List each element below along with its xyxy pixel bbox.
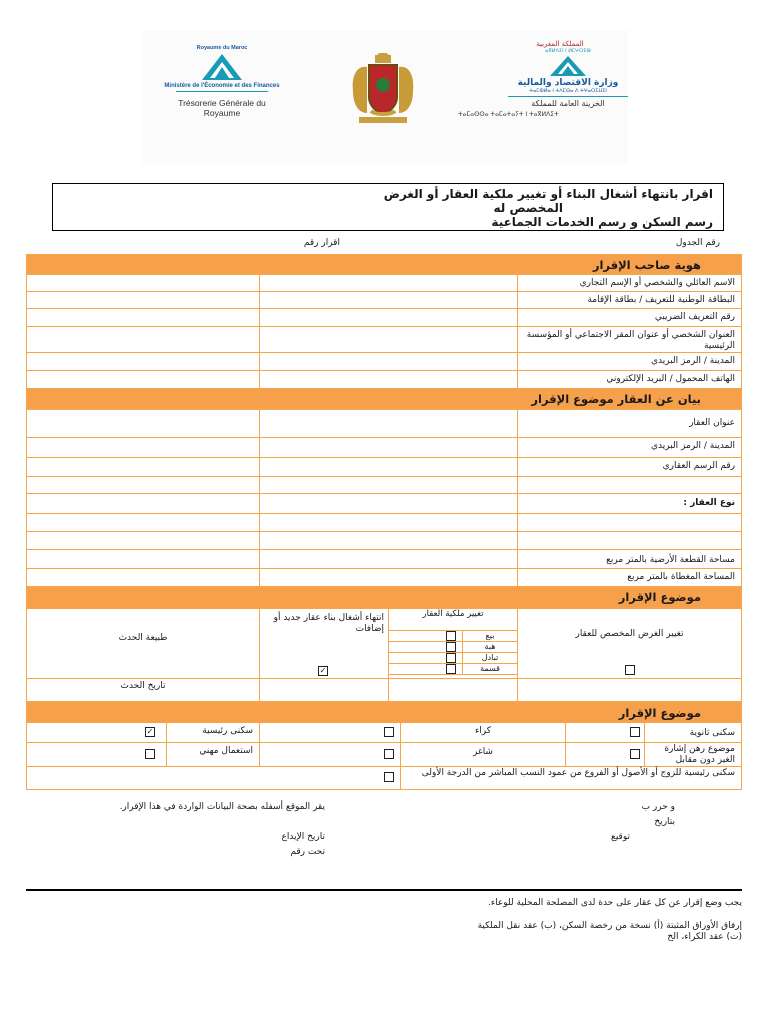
event-date-value-2[interactable] <box>388 678 518 702</box>
note-two: إرفاق الأوراق المثبتة (أ) نسخة من رخصة السكن، (ب) عقد نقل الملكية (ت) عقد الكراء، الخ <box>477 921 742 942</box>
professional-use-checkbox[interactable] <box>145 749 155 759</box>
land-area-value-2[interactable] <box>259 549 518 569</box>
ownership-exchange-checkbox[interactable] <box>446 653 456 663</box>
phone-email-label: الهاتف المحمول / البريد الإلكتروني <box>517 370 742 389</box>
end-works-label: انتهاء أشغال بناء عقار جديد أو إضافات <box>273 613 384 634</box>
right-logo-ministry: وزارة الاقتصاد والمالية <box>517 78 619 88</box>
property-type-value[interactable] <box>26 493 260 514</box>
blank-row-c-1[interactable] <box>26 531 260 550</box>
signature-label: توقيع <box>611 832 630 842</box>
right-logo <box>448 40 628 140</box>
left-logo-tresorerie-2: Royaume <box>203 108 241 118</box>
free-use-label: موضوع رهن إشارة الغير دون مقابل <box>644 742 742 767</box>
section-usage-header: موضوع الإقرار <box>26 702 742 723</box>
coat-of-arms-icon <box>345 53 421 129</box>
ownership-exchange-label: تبادل <box>462 652 518 664</box>
property-city-value-2[interactable] <box>259 437 518 458</box>
form-title-line2: المخصص له <box>493 201 563 215</box>
rent-checkbox[interactable] <box>384 727 394 737</box>
section-property-header: بيان عن العقار موضوع الإقرار <box>26 388 742 409</box>
on-date-label: بتاريخ <box>654 817 675 827</box>
blank-row-c-2[interactable] <box>259 531 518 550</box>
city-postal-value[interactable] <box>26 352 260 371</box>
change-use-label: تغيير الغرض المخصص للعقار <box>575 629 684 639</box>
address-value-2[interactable] <box>259 326 518 353</box>
address-label: العنوان الشخصي أو عنوان المقر الاجتماعي أو المؤسسة الرئيسية <box>517 326 742 353</box>
main-residence-checkbox[interactable]: ✓ <box>146 727 154 736</box>
owner-name-label: الاسم العائلي والشخصي أو الإسم التجاري <box>517 274 742 292</box>
left-logo-emblem <box>160 51 284 83</box>
declaration-number-label: اقرار رقم <box>303 238 340 248</box>
change-ownership-label: تغيير ملكية العقار <box>422 609 484 619</box>
ownership-sale-label: بيع <box>462 630 518 642</box>
event-date-label: تاريخ الحدث <box>26 678 260 702</box>
land-title-value-2[interactable] <box>259 457 518 477</box>
right-logo-emblem <box>508 54 628 78</box>
covered-area-value[interactable] <box>26 568 260 587</box>
blank-row-b-2[interactable] <box>259 513 518 532</box>
main-residence-label: سكنى رئيسية <box>166 722 260 743</box>
form-title-box <box>52 183 724 231</box>
note-one: يجب وضع إقرار عن كل عقار على حدة لدى المصلحة المحلية للوعاء. <box>488 898 742 908</box>
secondary-residence-label: سكنى ثانوية <box>644 722 742 743</box>
rent-cb-cell <box>259 722 401 743</box>
city-postal-label: المدينة / الرمز البريدي <box>517 352 742 371</box>
tax-id-value[interactable] <box>26 308 260 327</box>
deposit-date-label: تاريخ الإيداع <box>281 832 325 842</box>
ownership-division-checkbox[interactable] <box>446 664 456 674</box>
professional-use-label: استعمال مهني <box>166 742 260 767</box>
section-subject-header: موضوع الإقرار <box>26 586 742 608</box>
id-card-value-2[interactable] <box>259 291 518 309</box>
tax-id-value-2[interactable] <box>259 308 518 327</box>
rent-label: كراء <box>400 722 566 743</box>
left-logo <box>160 45 284 140</box>
vacant-label: شاغر <box>400 742 566 767</box>
right-logo-tifinagh-1: ⴰⴳⵍⴷⵉⵏ ⵏ ⵍⵎⵖⵔⵉⴱ <box>545 48 591 54</box>
right-logo-tifinagh-3: ⵜⴰⵎⴰⵙⵙⴰ ⵜⴰⵎⴰⵜⴰⵢⵜ ⵏ ⵜⴰⴳⵍⴷⵉⵜ <box>458 111 559 118</box>
made-at-label: و حرر ب <box>641 802 675 812</box>
land-area-value[interactable] <box>26 549 260 569</box>
land-area-label: مساحة القطعة الأرضية بالمتر مربع <box>517 549 742 569</box>
ownership-gift-checkbox[interactable] <box>446 642 456 652</box>
property-address-label: عنوان العقار <box>517 409 742 438</box>
ownership-division-label: قسمة <box>462 663 518 675</box>
land-title-label: رقم الرسم العقاري <box>517 457 742 477</box>
family-residence-checkbox[interactable] <box>384 772 394 782</box>
owner-name-value-2[interactable] <box>259 274 518 292</box>
left-logo-ministry: Ministère de l'Économie et des Finances <box>164 83 280 89</box>
property-city-value[interactable] <box>26 437 260 458</box>
right-logo-tifinagh-2: ⵜⴰⵎⵀⵍⴰ ⵏ ⵜⴷⵎⵙⴰ ⴷ ⵜⵖⴰⵔⵉⵡⵉⵏ <box>529 88 607 94</box>
blank-row-b-1[interactable] <box>26 513 260 532</box>
left-logo-kingdom: Royaume du Maroc <box>196 45 248 51</box>
blank-row-c-3 <box>517 531 742 550</box>
blank-row-b-3 <box>517 513 742 532</box>
vacant-cb-cell <box>259 742 401 767</box>
id-card-label: البطاقة الوطنية للتعريف / بطاقة الإقامة <box>517 291 742 309</box>
phone-email-value-2[interactable] <box>259 370 518 389</box>
owner-name-value[interactable] <box>26 274 260 292</box>
event-date-value-1[interactable] <box>259 678 389 702</box>
land-title-value[interactable] <box>26 457 260 477</box>
change-use-checkbox[interactable] <box>625 665 635 675</box>
property-city-label: المدينة / الرمز البريدي <box>517 437 742 458</box>
property-type-label: نوع العقار : <box>517 493 742 514</box>
family-residence-blank <box>26 766 401 790</box>
property-type-value-2[interactable] <box>259 493 518 514</box>
address-value[interactable] <box>26 326 260 353</box>
id-card-value[interactable] <box>26 291 260 309</box>
event-date-value-3[interactable] <box>517 678 742 702</box>
event-nature-label: طبيعة الحدث <box>26 608 260 679</box>
form-title-line3: رسم السكن و رسم الخدمات الجماعية <box>491 215 713 229</box>
blank-row-a-1[interactable] <box>26 476 260 494</box>
family-residence-label: سكنى رئيسية للزوج أو الأصول أو الفروع من عمود النسب المباشر من الدرجة الأولى <box>400 766 742 790</box>
property-address-value[interactable] <box>26 409 260 438</box>
end-works-checkbox[interactable]: ✓ <box>319 666 327 675</box>
blank-row-a-3 <box>517 476 742 494</box>
certify-text: يقر الموقع أسفله بصحة البيانات الواردة في هذا الإقرار. <box>119 802 325 812</box>
city-postal-value-2[interactable] <box>259 352 518 371</box>
tax-id-label: رقم التعريف الضريبي <box>517 308 742 327</box>
footer-divider <box>26 889 742 891</box>
section-owner-identity-header: هوية صاحب الإقرار <box>26 254 742 274</box>
property-address-value-2[interactable] <box>259 409 518 438</box>
free-use-checkbox[interactable] <box>630 749 640 759</box>
vacant-checkbox[interactable] <box>384 749 394 759</box>
schedule-number-label: رقم الجدول <box>675 238 720 248</box>
right-logo-tresorerie: الخزينة العامة للمملكة <box>531 99 605 108</box>
secondary-residence-checkbox[interactable] <box>630 727 640 737</box>
blank-row-a-2[interactable] <box>259 476 518 494</box>
right-logo-kingdom: المملكة المغربية <box>536 40 584 48</box>
covered-area-label: المساحة المغطاة بالمتر مربع <box>517 568 742 587</box>
phone-email-value[interactable] <box>26 370 260 389</box>
ownership-gift-label: هبة <box>462 641 518 653</box>
left-logo-tresorerie-1: Trésorerie Générale du <box>178 98 266 108</box>
form-title-line1: اقرار بانتهاء أشغال البناء أو تغيير ملكية العقار أو الغرض <box>383 187 713 201</box>
ownership-sale-checkbox[interactable] <box>446 631 456 641</box>
under-number-label: تحت رقم <box>290 847 325 857</box>
covered-area-value-2[interactable] <box>259 568 518 587</box>
